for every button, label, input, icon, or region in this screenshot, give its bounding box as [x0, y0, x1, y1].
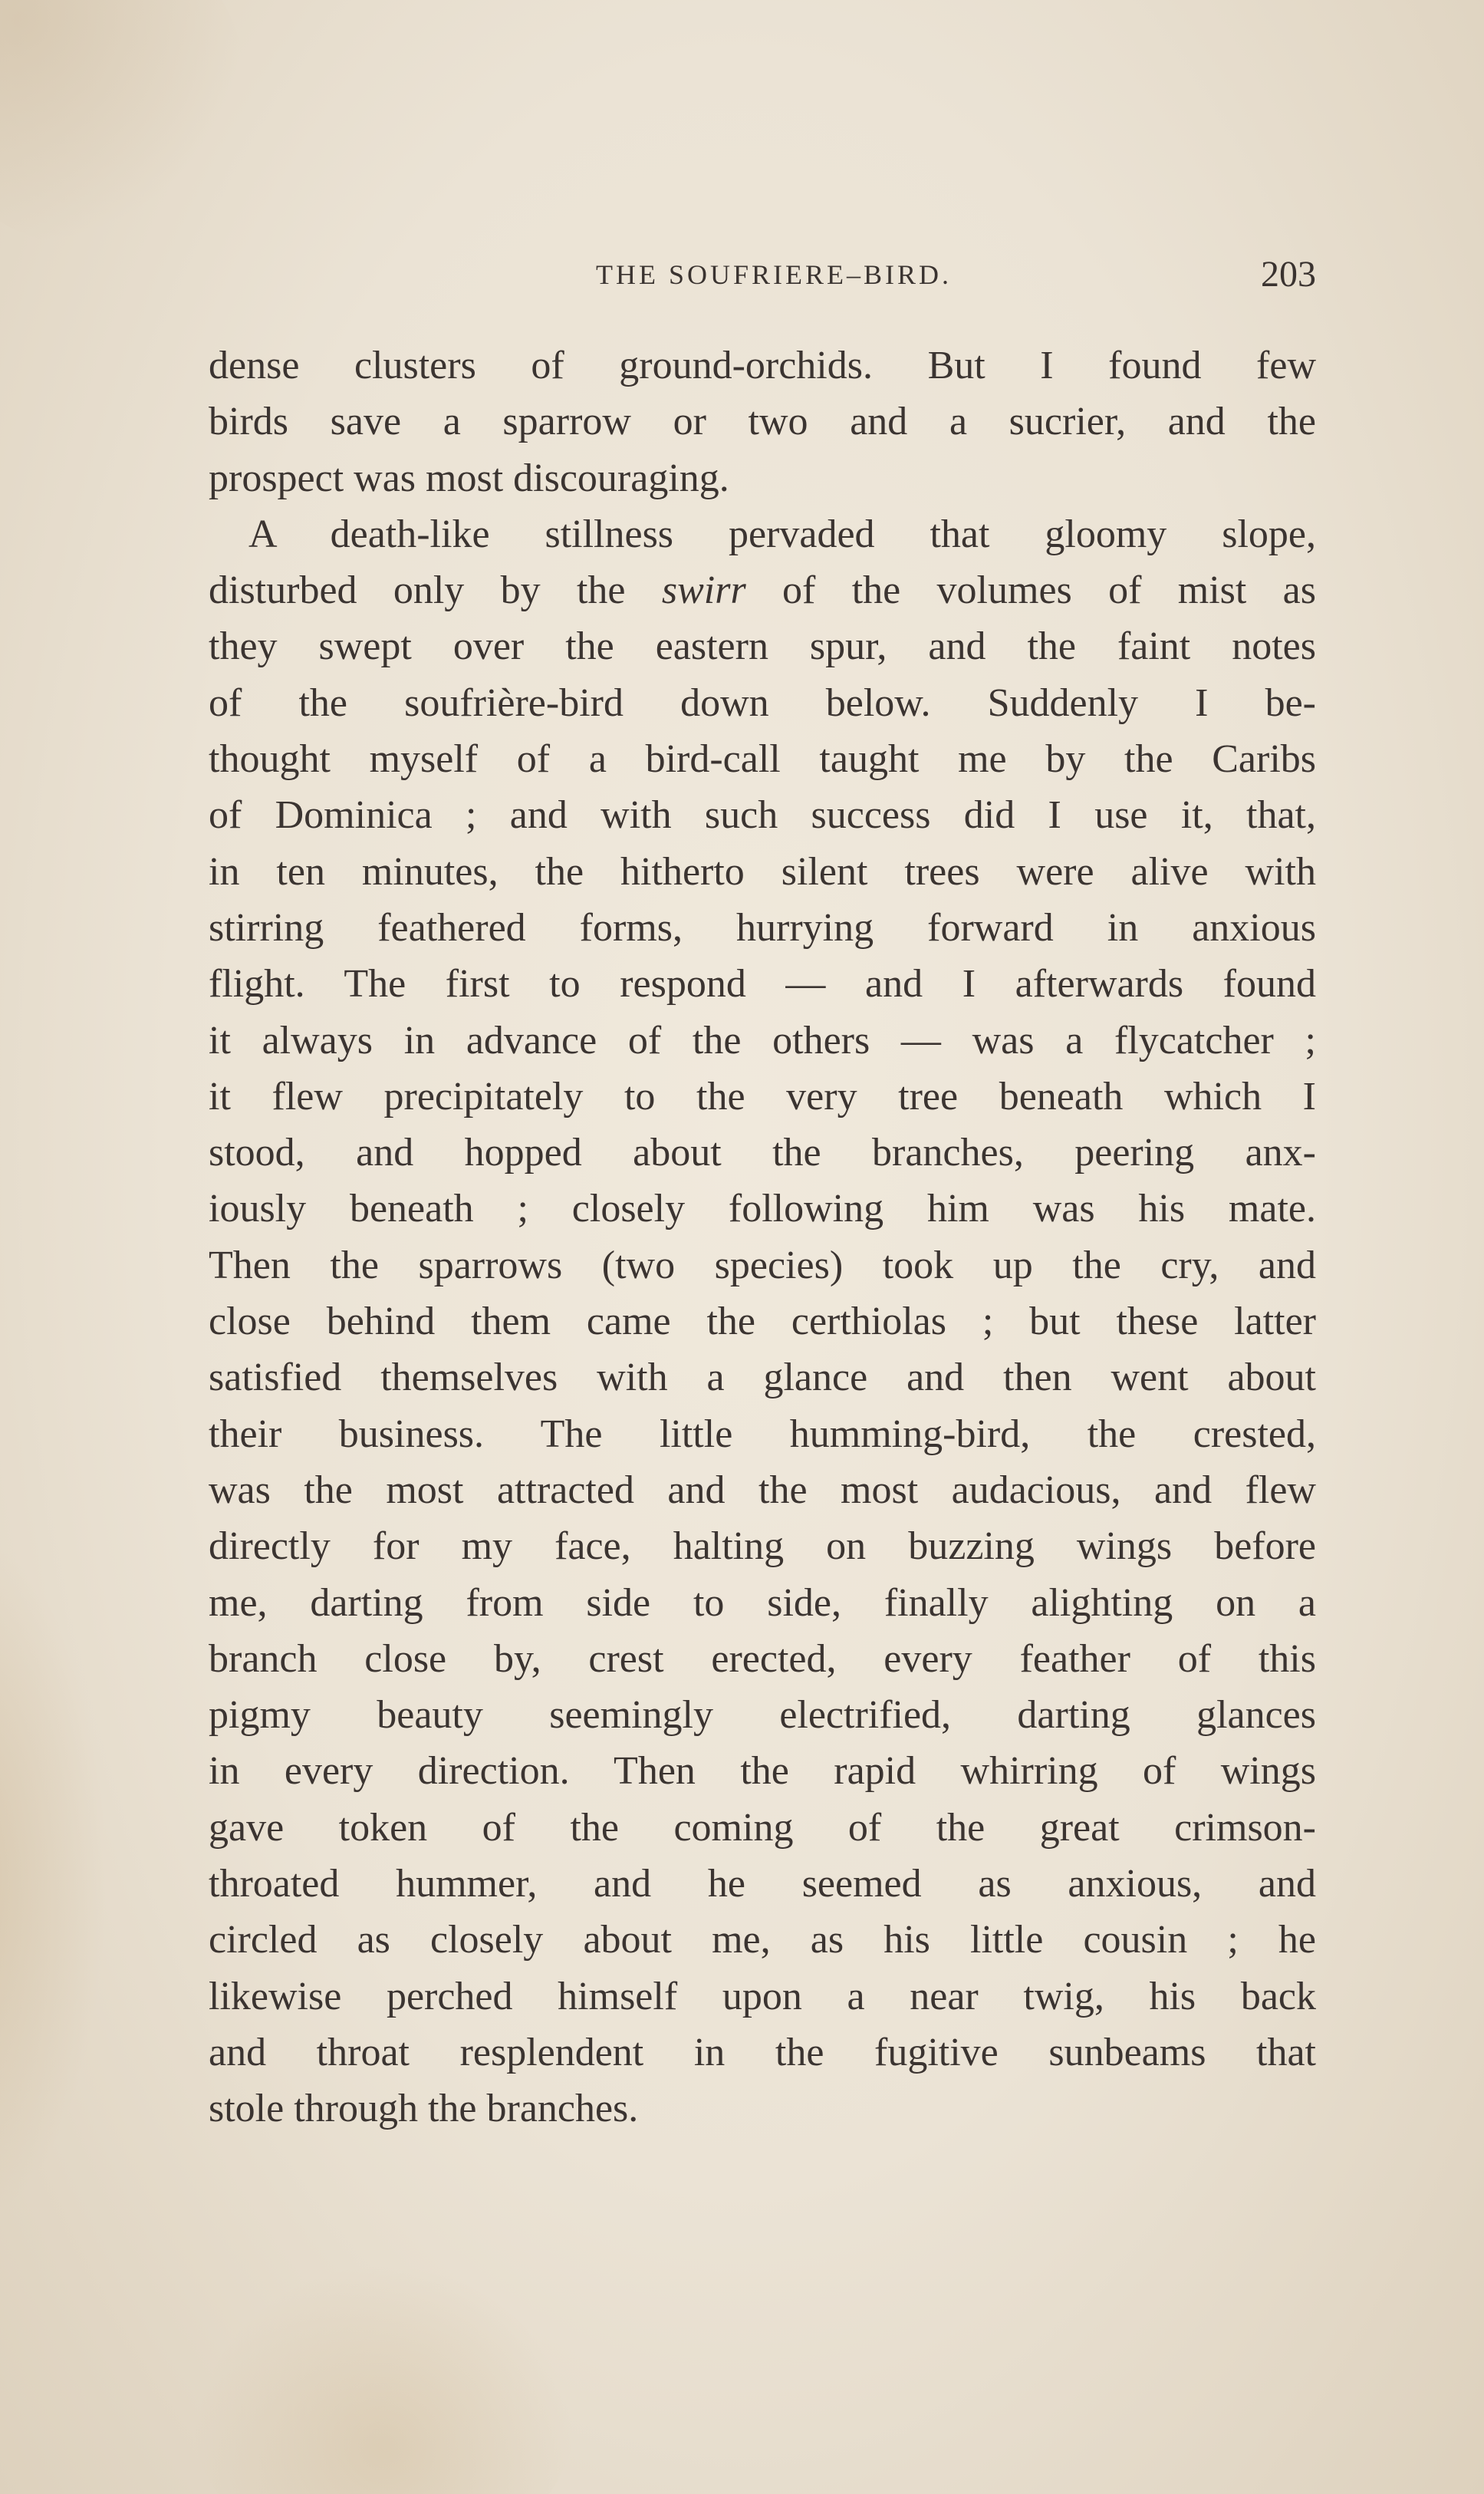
text-line: in ten minutes, the hitherto silent trees were alive with: [209, 849, 1316, 894]
running-head: [209, 252, 1316, 298]
text-line: flight. The first to respond — and I afterwards found: [209, 962, 1316, 1006]
text-line: birds save a sparrow or two and a sucrier, and the: [209, 400, 1316, 444]
text-line: pigmy beauty seemingly electrified, darting glances: [209, 1693, 1316, 1738]
text-line: stole through the branches.: [209, 2087, 639, 2131]
text-line: it always in advance of the others — was a flycatcher ;: [209, 1018, 1316, 1063]
text-line: prospect was most discouraging.: [209, 456, 729, 500]
text-line: in every direction. Then the rapid whirring of wings: [209, 1749, 1316, 1794]
text-line: A death-like stillness pervaded that gloomy slope,: [248, 512, 1316, 556]
text-line: of the soufrière-bird down below. Suddenly I be-: [209, 680, 1316, 725]
page-number: 203: [1261, 254, 1316, 295]
text-line: iously beneath ; closely following him was his mate.: [209, 1187, 1316, 1231]
running-title: THE SOUFRIERE–BIRD.: [595, 259, 953, 290]
text-line: satisfied themselves with a glance and then went about: [209, 1356, 1316, 1400]
text-line: gave token of the coming of the great crimson-: [209, 1805, 1316, 1850]
text-line: it flew precipitately to the very tree beneath which I: [209, 1074, 1316, 1119]
text-line: of Dominica ; and with such success did I use it, that,: [209, 793, 1316, 838]
text-line: circled as closely about me, as his little cousin ; he: [209, 1918, 1316, 1962]
text-line: Then the sparrows (two species) took up the cry, and: [209, 1243, 1316, 1287]
paper-stain: [192, 2263, 575, 2494]
text-line: likewise perched himself upon a near twig, his back: [209, 1974, 1316, 2018]
paper-stain: [0, 0, 245, 245]
text-line: close behind them came the certhiolas ; but these latter: [209, 1300, 1316, 1344]
text-line: they swept over the eastern spur, and the faint notes: [209, 624, 1316, 669]
text-line: branch close by, crest erected, every feather of this: [209, 1636, 1316, 1681]
text-line: disturbed only by the swirr of the volumes of mist as: [209, 568, 1316, 613]
text-line: dense clusters of ground-orchids. But I found few: [209, 344, 1316, 387]
text-line: stood, and hopped about the branches, peering anx-: [209, 1131, 1316, 1175]
text-line: their business. The little humming-bird, the crested,: [209, 1412, 1316, 1456]
text-line: thought myself of a bird-call taught me by the Caribs: [209, 737, 1316, 782]
body-text: [209, 338, 1316, 2137]
text-line: was the most attracted and the most audacious, and flew: [209, 1468, 1316, 1512]
paper-stain: [0, 1534, 107, 2225]
text-line: directly for my face, halting on buzzing wings before: [209, 1524, 1316, 1569]
text-line: and throat resplendent in the fugitive sunbeams that: [209, 2030, 1316, 2074]
text-line: stirring feathered forms, hurrying forward in anxious: [209, 905, 1316, 950]
text-line: me, darting from side to side, finally alighting on a: [209, 1580, 1316, 1625]
text-line: throated hummer, and he seemed as anxious, and: [209, 1862, 1316, 1906]
italic-word: swirr: [661, 568, 746, 613]
